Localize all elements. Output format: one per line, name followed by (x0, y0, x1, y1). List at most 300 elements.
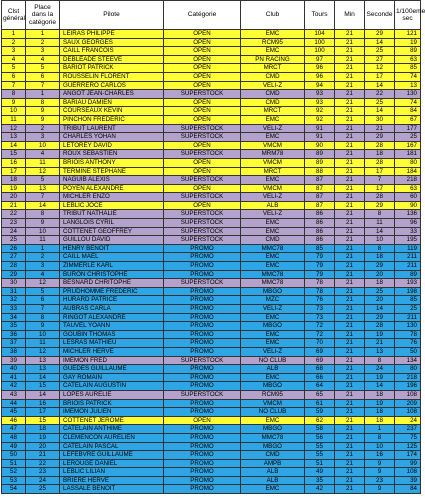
cell-tours: 76 (305, 296, 335, 305)
cell-tours: 51 (305, 459, 335, 468)
cell-seconde: 20 (365, 270, 395, 279)
cell-club: MBGO (241, 425, 305, 434)
table-row (2, 390, 421, 399)
cell-min: 21 (335, 30, 365, 39)
cell-categorie: PROMO (164, 468, 241, 477)
cell-club: EMC (241, 313, 305, 322)
cell-pilote: GUEDES GUILLAUME (60, 365, 164, 374)
cell-place-categorie: 13 (26, 184, 60, 193)
cell-min: 21 (335, 90, 365, 99)
cell-tours: 66 (305, 373, 335, 382)
cell-club: EMC (241, 30, 305, 39)
cell-club: CMD (241, 451, 305, 460)
table-row (2, 399, 421, 408)
cell-seconde: 14 (365, 382, 395, 391)
header-centieme: 1/100eme sec (395, 1, 421, 30)
cell-tours: 73 (305, 305, 335, 314)
cell-categorie: PROMO (164, 305, 241, 314)
cell-seconde: 29 (365, 133, 395, 142)
cell-categorie: OPEN (164, 64, 241, 73)
cell-centieme: 167 (395, 141, 421, 150)
cell-club: VMCM (241, 399, 305, 408)
header-tours: Tours (305, 1, 335, 30)
cell-club: ALB (241, 468, 305, 477)
cell-pilote: GUERRERO CARLOS (60, 81, 164, 90)
cell-clst-general: 35 (2, 322, 26, 331)
cell-tours: 58 (305, 425, 335, 434)
table-row (2, 158, 421, 167)
cell-pilote: BARIAU DAMIEN (60, 98, 164, 107)
cell-min: 21 (335, 81, 365, 90)
cell-tours: 78 (305, 287, 335, 296)
cell-centieme: 25 (395, 133, 421, 142)
cell-club: EMC (241, 330, 305, 339)
cell-place-categorie: 23 (26, 468, 60, 477)
cell-seconde: 14 (365, 107, 395, 116)
table-row (2, 468, 421, 477)
cell-club: ALB (241, 365, 305, 374)
cell-tours: 85 (305, 244, 335, 253)
cell-club: EMC (241, 115, 305, 124)
cell-place-categorie: 2 (26, 124, 60, 133)
cell-clst-general: 3 (2, 47, 26, 56)
cell-categorie: PROMO (164, 408, 241, 417)
header-place-categorie: Place dans la catégorie (26, 1, 60, 30)
cell-place-categorie: 21 (26, 451, 60, 460)
cell-clst-general: 44 (2, 399, 26, 408)
cell-club: MRCT (241, 107, 305, 116)
cell-tours: 62 (305, 416, 335, 425)
cell-clst-general: 13 (2, 133, 26, 142)
cell-centieme: 89 (395, 270, 421, 279)
cell-place-categorie: 10 (26, 141, 60, 150)
cell-min: 21 (335, 459, 365, 468)
cell-place-categorie: 9 (26, 107, 60, 116)
cell-seconde: 30 (365, 115, 395, 124)
cell-clst-general: 40 (2, 365, 26, 374)
cell-clst-general: 47 (2, 425, 26, 434)
cell-categorie: OPEN (164, 115, 241, 124)
cell-centieme: 99 (395, 459, 421, 468)
cell-clst-general: 2 (2, 38, 26, 47)
cell-place-categorie: 5 (26, 64, 60, 73)
cell-tours: 87 (305, 184, 335, 193)
cell-club: EMC (241, 339, 305, 348)
cell-clst-general: 31 (2, 287, 26, 296)
cell-categorie: OPEN (164, 184, 241, 193)
table-row (2, 210, 421, 219)
cell-clst-general: 20 (2, 193, 26, 202)
cell-categorie: OPEN (164, 47, 241, 56)
cell-tours: 56 (305, 433, 335, 442)
cell-min: 21 (335, 322, 365, 331)
cell-min: 21 (335, 347, 365, 356)
cell-place-categorie: 14 (26, 373, 60, 382)
table-row (2, 433, 421, 442)
cell-categorie: PROMO (164, 485, 241, 494)
cell-min: 21 (335, 193, 365, 202)
cell-centieme: 74 (395, 72, 421, 81)
cell-centieme: 84 (395, 485, 421, 494)
cell-clst-general: 7 (2, 81, 26, 90)
cell-min: 21 (335, 262, 365, 271)
cell-categorie: PROMO (164, 365, 241, 374)
cell-tours: 49 (305, 468, 335, 477)
cell-club: RCM95 (241, 390, 305, 399)
cell-centieme: 33 (395, 227, 421, 236)
cell-tours: 86 (305, 236, 335, 245)
cell-seconde: 28 (365, 158, 395, 167)
cell-tours: 70 (305, 339, 335, 348)
header-seconde: Seconde (365, 1, 395, 30)
cell-centieme: 130 (395, 322, 421, 331)
cell-place-categorie: 4 (26, 55, 60, 64)
cell-tours: 87 (305, 201, 335, 210)
table-row (2, 47, 421, 56)
cell-place-categorie: 8 (26, 210, 60, 219)
cell-seconde: 22 (365, 90, 395, 99)
cell-tours: 86 (305, 219, 335, 228)
cell-pilote: TRIBUT NATHALIE (60, 210, 164, 219)
cell-seconde: 29 (365, 313, 395, 322)
header-min: Min (335, 1, 365, 30)
cell-clst-general: 29 (2, 270, 26, 279)
cell-centieme: 13 (395, 81, 421, 90)
cell-min: 21 (335, 468, 365, 477)
cell-pilote: ROUSSELIN FLORENT (60, 72, 164, 81)
cell-categorie: SUPERSTOCK (164, 279, 241, 288)
cell-centieme: 218 (395, 176, 421, 185)
cell-pilote: POYEN ALEXANDRE (60, 184, 164, 193)
cell-min: 21 (335, 55, 365, 64)
cell-club: VELI-Z (241, 124, 305, 133)
cell-pilote: IMEMON JULIEN (60, 408, 164, 417)
cell-clst-general: 26 (2, 244, 26, 253)
cell-centieme: 25 (395, 305, 421, 314)
cell-place-categorie: 25 (26, 485, 60, 494)
table-row (2, 176, 421, 185)
cell-tours: 42 (305, 485, 335, 494)
cell-club: VELI-Z (241, 193, 305, 202)
cell-min: 21 (335, 158, 365, 167)
cell-club: EMC (241, 133, 305, 142)
cell-categorie: SUPERSTOCK (164, 219, 241, 228)
cell-min: 21 (335, 365, 365, 374)
header-clst-general: Clst général (2, 1, 26, 30)
cell-min: 21 (335, 72, 365, 81)
cell-seconde: 18 (365, 253, 395, 262)
cell-clst-general: 10 (2, 107, 26, 116)
cell-clst-general: 28 (2, 262, 26, 271)
cell-place-categorie: 7 (26, 193, 60, 202)
cell-categorie: SUPERSTOCK (164, 210, 241, 219)
cell-seconde: 17 (365, 184, 395, 193)
cell-categorie: PROMO (164, 433, 241, 442)
cell-club: VMCM (241, 184, 305, 193)
cell-pilote: LEBLIC JOCE (60, 201, 164, 210)
cell-clst-general: 12 (2, 124, 26, 133)
cell-centieme: 75 (395, 433, 421, 442)
table-row (2, 322, 421, 331)
cell-place-categorie: 20 (26, 442, 60, 451)
cell-centieme: 218 (395, 373, 421, 382)
cell-min: 21 (335, 150, 365, 159)
cell-pilote: TAUVEL YOANN (60, 322, 164, 331)
table-row (2, 98, 421, 107)
cell-pilote: BRIOIS PATRICK (60, 399, 164, 408)
cell-clst-general: 6 (2, 72, 26, 81)
cell-club: MMC78 (241, 433, 305, 442)
table-row (2, 408, 421, 417)
cell-club: EMC (241, 262, 305, 271)
cell-centieme: 90 (395, 201, 421, 210)
table-row (2, 347, 421, 356)
table-row (2, 305, 421, 314)
cell-clst-general: 15 (2, 150, 26, 159)
cell-clst-general: 53 (2, 476, 26, 485)
cell-place-categorie: 11 (26, 339, 60, 348)
cell-categorie: SUPERSTOCK (164, 90, 241, 99)
cell-centieme: 196 (395, 382, 421, 391)
table-row (2, 442, 421, 451)
cell-tours: 91 (305, 124, 335, 133)
cell-min: 21 (335, 382, 365, 391)
cell-min: 21 (335, 141, 365, 150)
cell-categorie: PROMO (164, 313, 241, 322)
cell-tours: 104 (305, 30, 335, 39)
cell-pilote: COTTENET GEOFFREY (60, 227, 164, 236)
cell-place-categorie: 10 (26, 330, 60, 339)
cell-pilote: TRIBUT LAURENT (60, 124, 164, 133)
cell-place-categorie: 7 (26, 81, 60, 90)
cell-pilote: BURON CHRISTOPHE (60, 270, 164, 279)
cell-categorie: PROMO (164, 382, 241, 391)
cell-pilote: LASSALE BENOIT (60, 485, 164, 494)
cell-categorie: OPEN (164, 30, 241, 39)
cell-min: 21 (335, 184, 365, 193)
cell-pilote: GAY ROMAIN (60, 373, 164, 382)
cell-centieme: 85 (395, 296, 421, 305)
cell-place-categorie: 15 (26, 382, 60, 391)
cell-seconde: 25 (365, 98, 395, 107)
cell-categorie: PROMO (164, 296, 241, 305)
cell-pilote: COURSEAUX KEVIN (60, 107, 164, 116)
table-row (2, 373, 421, 382)
cell-tours: 93 (305, 90, 335, 99)
cell-club: EMC (241, 47, 305, 56)
cell-club: EMC (241, 373, 305, 382)
cell-min: 21 (335, 227, 365, 236)
cell-clst-general: 36 (2, 330, 26, 339)
cell-categorie: OPEN (164, 81, 241, 90)
cell-categorie: SUPERSTOCK (164, 124, 241, 133)
cell-clst-general: 8 (2, 90, 26, 99)
cell-pilote: ROUX SEBASTIEN (60, 150, 164, 159)
table-row (2, 296, 421, 305)
cell-tours: 93 (305, 98, 335, 107)
cell-categorie: SUPERSTOCK (164, 176, 241, 185)
cell-place-categorie: 11 (26, 158, 60, 167)
cell-club: EMC (241, 416, 305, 425)
cell-centieme: 181 (395, 150, 421, 159)
cell-clst-general: 18 (2, 176, 26, 185)
cell-min: 21 (335, 236, 365, 245)
cell-centieme: 60 (395, 193, 421, 202)
cell-seconde: 14 (365, 227, 395, 236)
cell-categorie: SUPERSTOCK (164, 356, 241, 365)
table-row (2, 485, 421, 494)
cell-pilote: PINCHON FREDERIC (60, 115, 164, 124)
cell-tours: 55 (305, 442, 335, 451)
table-row (2, 184, 421, 193)
table-row (2, 459, 421, 468)
cell-club: CMD (241, 72, 305, 81)
cell-centieme: 50 (395, 347, 421, 356)
cell-min: 21 (335, 287, 365, 296)
cell-club: EMC (241, 253, 305, 262)
table-row (2, 72, 421, 81)
cell-club: MRCT (241, 64, 305, 73)
cell-tours: 65 (305, 390, 335, 399)
cell-tours: 96 (305, 64, 335, 73)
cell-place-categorie: 8 (26, 313, 60, 322)
cell-categorie: SUPERSTOCK (164, 133, 241, 142)
cell-categorie: PROMO (164, 339, 241, 348)
cell-tours: 35 (305, 476, 335, 485)
cell-pilote: BESNARD CHRITOPHE (60, 279, 164, 288)
cell-seconde: 29 (365, 201, 395, 210)
cell-seconde: 19 (365, 330, 395, 339)
cell-min: 21 (335, 219, 365, 228)
cell-clst-general: 17 (2, 167, 26, 176)
cell-categorie: PROMO (164, 373, 241, 382)
cell-seconde: 12 (365, 64, 395, 73)
cell-pilote: NAGUIB ALEXIS (60, 176, 164, 185)
cell-min: 21 (335, 201, 365, 210)
cell-club: VMCM (241, 158, 305, 167)
cell-club: MMC78 (241, 270, 305, 279)
cell-tours: 61 (305, 399, 335, 408)
cell-centieme: 108 (395, 390, 421, 399)
table-row (2, 270, 421, 279)
cell-min: 21 (335, 98, 365, 107)
cell-pilote: IMEMON FRED (60, 356, 164, 365)
cell-centieme: 96 (395, 219, 421, 228)
cell-pilote: LEBLIC LILIAN (60, 468, 164, 477)
cell-categorie: PROMO (164, 442, 241, 451)
cell-min: 21 (335, 408, 365, 417)
cell-club: MRM78 (241, 150, 305, 159)
cell-club: VELI-Z (241, 305, 305, 314)
cell-min: 21 (335, 296, 365, 305)
table-row (2, 476, 421, 485)
cell-centieme: 119 (395, 244, 421, 253)
cell-centieme: 84 (395, 107, 421, 116)
cell-clst-general: 46 (2, 416, 26, 425)
cell-categorie: OPEN (164, 167, 241, 176)
cell-pilote: TERMINE STEPHANE (60, 167, 164, 176)
cell-tours: 94 (305, 81, 335, 90)
header-categorie: Catégorie (164, 1, 241, 30)
cell-categorie: PROMO (164, 262, 241, 271)
cell-club: AMPB (241, 459, 305, 468)
cell-categorie: PROMO (164, 476, 241, 485)
table-row (2, 227, 421, 236)
cell-place-categorie: 4 (26, 270, 60, 279)
cell-centieme: 67 (395, 115, 421, 124)
cell-min: 21 (335, 356, 365, 365)
table-row (2, 150, 421, 159)
cell-min: 21 (335, 373, 365, 382)
table-row (2, 244, 421, 253)
table-row (2, 236, 421, 245)
cell-seconde: 28 (365, 141, 395, 150)
cell-pilote: BRIERE HERVE (60, 476, 164, 485)
cell-pilote: CAILL FRANCOIS (60, 47, 164, 56)
cell-club: RCM95 (241, 38, 305, 47)
cell-tours: 92 (305, 107, 335, 116)
cell-tours: 88 (305, 167, 335, 176)
cell-pilote: LETOREY DAVID (60, 141, 164, 150)
cell-categorie: PROMO (164, 322, 241, 331)
cell-pilote: BRIOIS ANTHONY (60, 158, 164, 167)
cell-min: 21 (335, 339, 365, 348)
cell-categorie: SUPERSTOCK (164, 390, 241, 399)
table-row (2, 193, 421, 202)
cell-seconde: 9 (365, 485, 395, 494)
cell-categorie: SUPERSTOCK (164, 150, 241, 159)
header-club: Club (241, 1, 305, 30)
cell-seconde: 18 (365, 390, 395, 399)
table-row (2, 201, 421, 210)
cell-clst-general: 27 (2, 253, 26, 262)
cell-pilote: ZIMMERLE KARL (60, 262, 164, 271)
cell-tours: 59 (305, 408, 335, 417)
cell-club: PN RACING (241, 55, 305, 64)
cell-clst-general: 21 (2, 201, 26, 210)
cell-club: MBGO (241, 322, 305, 331)
cell-seconde: 25 (365, 47, 395, 56)
cell-pilote: CATELAIN PASCAL (60, 442, 164, 451)
cell-place-categorie: 12 (26, 347, 60, 356)
table-row (2, 382, 421, 391)
cell-centieme: 19 (395, 38, 421, 47)
cell-seconde: 13 (365, 347, 395, 356)
cell-seconde: 7 (365, 176, 395, 185)
cell-categorie: PROMO (164, 244, 241, 253)
cell-seconde: 1 (365, 425, 395, 434)
table-row (2, 124, 421, 133)
cell-clst-general: 9 (2, 98, 26, 107)
cell-pilote: RINGOT ALEXANDRE (60, 313, 164, 322)
cell-place-categorie: 7 (26, 305, 60, 314)
cell-clst-general: 16 (2, 158, 26, 167)
cell-categorie: OPEN (164, 107, 241, 116)
cell-min: 21 (335, 390, 365, 399)
cell-centieme: 85 (395, 64, 421, 73)
cell-pilote: DEBLEADE STEEVE (60, 55, 164, 64)
cell-tours: 79 (305, 253, 335, 262)
cell-centieme: 177 (395, 124, 421, 133)
cell-centieme: 184 (395, 167, 421, 176)
cell-centieme: 121 (395, 30, 421, 39)
cell-clst-general: 30 (2, 279, 26, 288)
cell-clst-general: 19 (2, 184, 26, 193)
cell-clst-general: 22 (2, 210, 26, 219)
table-row (2, 330, 421, 339)
cell-min: 21 (335, 442, 365, 451)
cell-place-categorie: 8 (26, 98, 60, 107)
